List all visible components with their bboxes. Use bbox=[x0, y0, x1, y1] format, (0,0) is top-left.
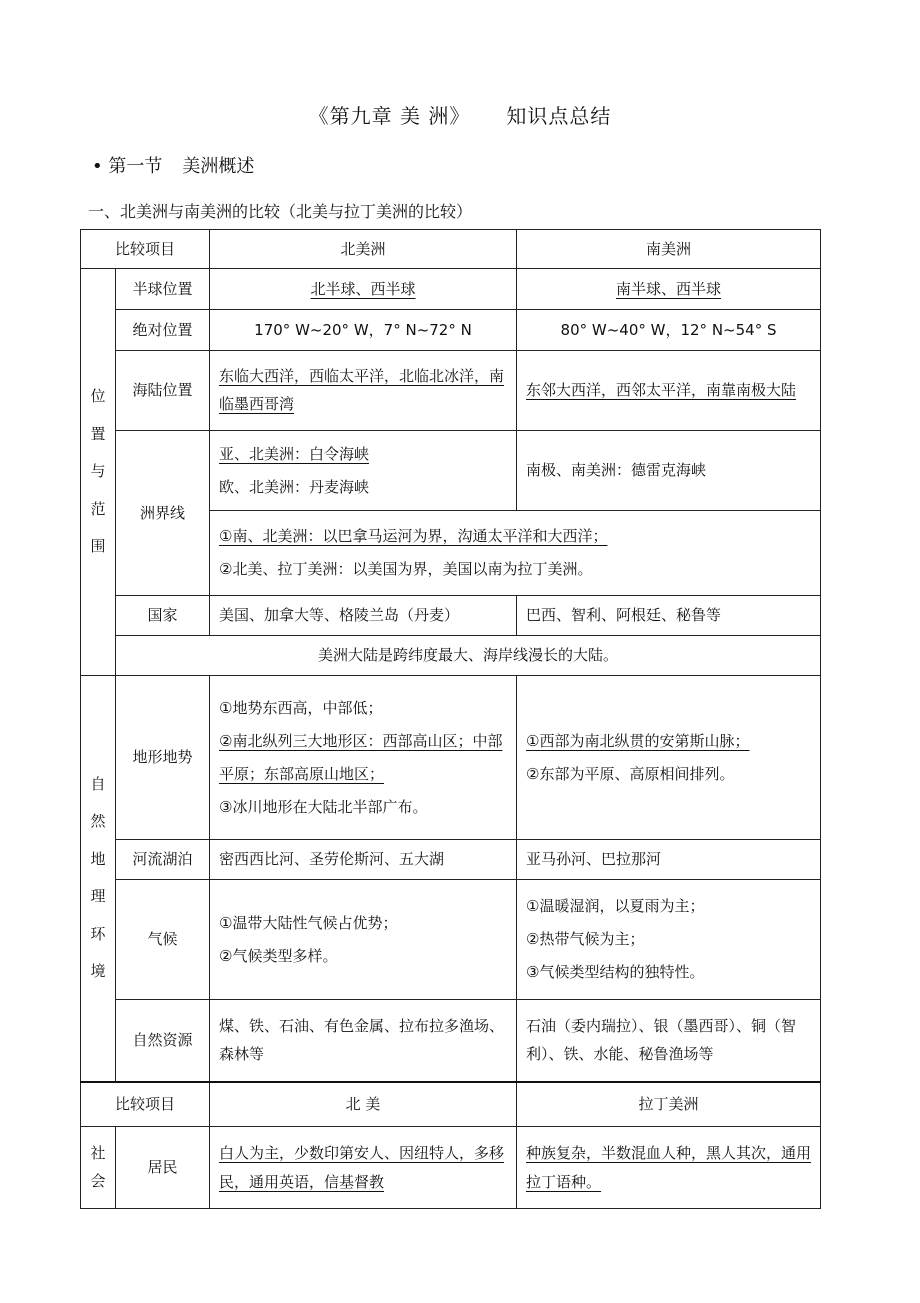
row-absolute: 绝对位置 170° W~20° W，7° N~72° N 80° W~40° W，12° N~54° S bbox=[81, 310, 821, 351]
header-north: 北美洲 bbox=[210, 230, 517, 269]
header-row-2: 比较项目 北 美 拉丁美洲 bbox=[81, 1082, 821, 1127]
row-note: 美洲大陆是跨纬度最大、海岸线漫长的大陆。 bbox=[81, 636, 821, 676]
bullet: • bbox=[92, 156, 103, 177]
row-boundary: 洲界线 亚、北美洲：白令海峡 欧、北美洲：丹麦海峡 南极、南美洲：德雷克海峡 bbox=[81, 431, 821, 511]
row-country: 国家 美国、加拿大等、格陵兰岛（丹麦） 巴西、智利、阿根廷、秘鲁等 bbox=[81, 596, 821, 636]
row-residents: 社会 居民 白人为主，少数印第安人、因纽特人，多移民，通用英语，信基督教 种族复杂，半数混血人种，黑人其次，通用拉丁语种。 bbox=[81, 1127, 821, 1209]
section-heading: • 第一节 美洲概述 bbox=[92, 156, 255, 177]
group-nature: 自然地理环境 bbox=[81, 676, 116, 1082]
row-sea-land: 海陆位置 东临大西洋，西临太平洋，北临北冰洋，南临墨西哥湾 东邻大西洋，西邻太平洋，南靠南极大陆 bbox=[81, 351, 821, 431]
header-south: 南美洲 bbox=[517, 230, 821, 269]
header-row bbox=[81, 230, 821, 269]
hemisphere-north: 北半球、西半球 bbox=[210, 269, 517, 310]
group-position: 位置与范围 bbox=[81, 269, 116, 676]
page-title: 《第九章 美 洲》 知识点总结 bbox=[308, 104, 612, 128]
hemisphere-south: 南半球、西半球 bbox=[517, 269, 821, 310]
group-society: 社会 bbox=[81, 1127, 116, 1209]
row-rivers: 河流湖泊 密西西比河、圣劳伦斯河、五大湖 亚马孙河、巴拉那河 bbox=[81, 840, 821, 880]
comparison-table bbox=[80, 229, 821, 1209]
row-resources: 自然资源 煤、铁、石油、有色金属、拉布拉多渔场、森林等 石油（委内瑞拉）、银（墨西哥）、铜（智利）、铁、水能、秘鲁渔场等 bbox=[81, 1000, 821, 1082]
row-terrain: 自然地理环境 地形地势 ①地势东西高，中部低； ②南北纵列三大地形区：西部高山区；中部平原；东部高原山地区； ③冰川地形在大陆北半部广布。 ①西部为南北纵贯的安第斯山脉； ②东部为平原、高原相间排列。 bbox=[81, 676, 821, 840]
header-item: 比较项目 bbox=[81, 230, 210, 269]
subtitle: 一、北美洲与南美洲的比较（北美与拉丁美洲的比较） bbox=[88, 202, 473, 221]
row-hemisphere: 位置与范围 半球位置 北半球、西半球 南半球、西半球 bbox=[81, 269, 821, 310]
row-climate: 气候 ①温带大陆性气候占优势； ②气候类型多样。 ①温暖湿润，以夏雨为主； ②热带气候为主； ③气候类型结构的独特性。 bbox=[81, 880, 821, 1000]
row-boundary-combined: ①南、北美洲：以巴拿马运河为界，沟通太平洋和大西洋； ②北美、拉丁美洲：以美国为界，美国以南为拉丁美洲。 bbox=[81, 511, 821, 596]
